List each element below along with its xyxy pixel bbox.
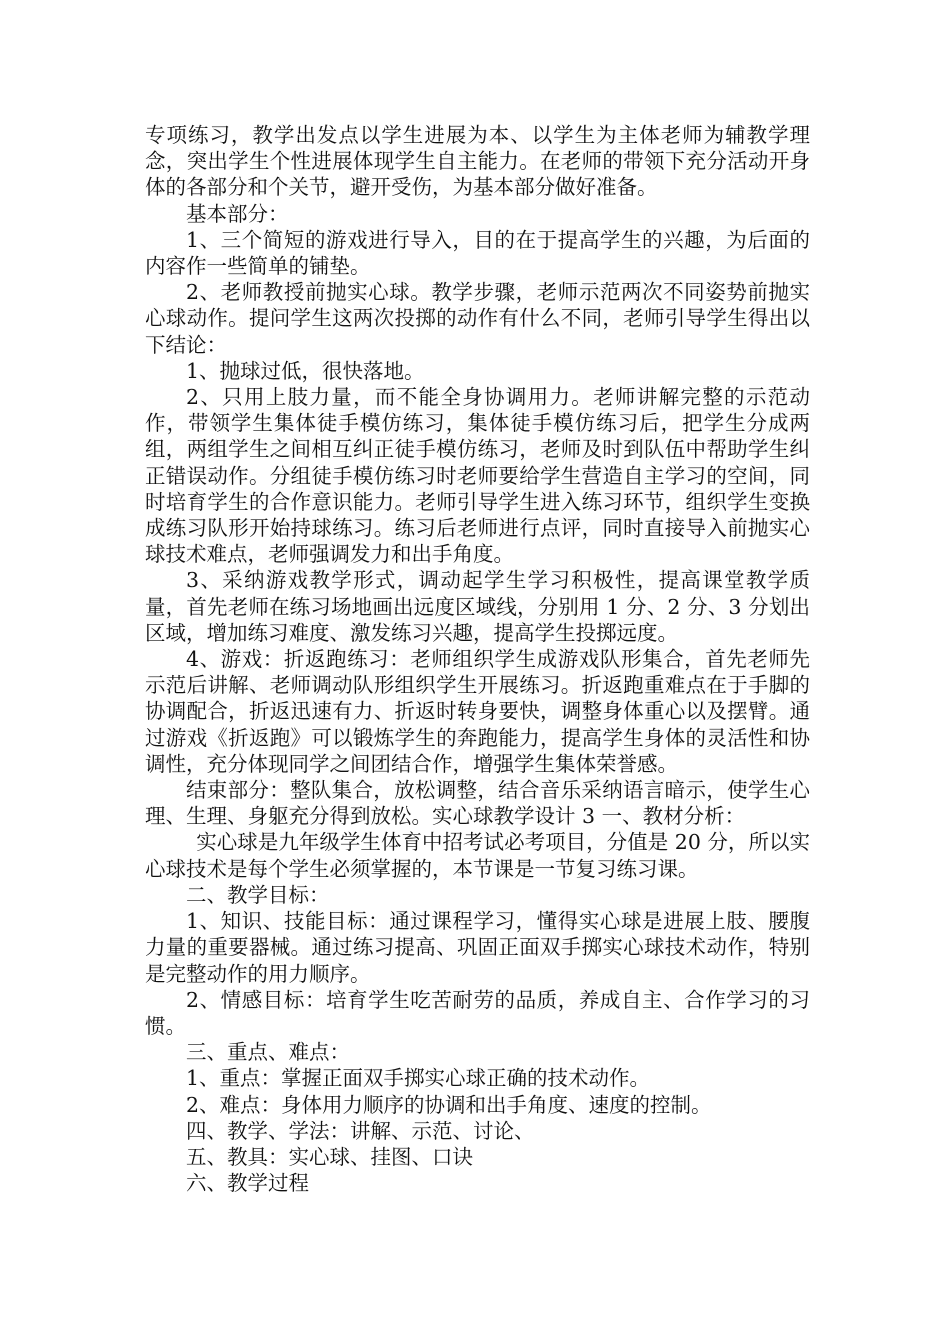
section-heading-methods: 四、教学、学法：讲解、示范、讨论、 [186, 1118, 535, 1143]
paragraph-warmup-continued: 专项练习，教学出发点以学生进展为本、以学生为主体老师为辅教学理念，突出学生个性进展体现学生自主能力。在老师的带领下充分活动开身体的各部分和个关节，避开受伤，为基本部分做好准备。 [145, 123, 810, 200]
paragraph-objective-emotion: 2、情感目标：培育学生吃苦耐劳的品质，养成自主、合作学习的习惯。 [145, 987, 810, 1038]
paragraph-key-point: 1、重点：掌握正面双手掷实心球正确的技术动作。 [186, 1066, 651, 1091]
paragraph-games-intro: 1、三个简短的游戏进行导入，目的在于提高学生的兴趣，为后面的内容作一些简单的铺垫。 [145, 227, 810, 279]
section-heading-objectives: 二、教学目标： [186, 882, 330, 907]
document-body [145, 122, 810, 1196]
section-heading-teaching-process: 六、教学过程 [186, 1171, 309, 1196]
paragraph-objective-knowledge: 1、知识、技能目标：通过课程学习，懂得实心球是进展上肢、腰腹力量的重要器械。通过练习提高、巩固正面双手掷实心球技术动作，特别是完整动作的用力顺序。 [145, 909, 810, 986]
paragraph-closing-part: 结束部分：整队集合，放松调整，结合音乐采纳语言暗示，使学生心理、生理、身躯充分得到放松。实心球教学设计 3 一、教材分析： [145, 778, 810, 829]
section-heading-basic-part: 基本部分： [186, 201, 289, 226]
paragraph-conclusion-1: 1、抛球过低，很快落地。 [186, 358, 425, 383]
paragraph-conclusion-2: 2、只用上肢力量，而不能全身协调用力。老师讲解完整的示范动作，带领学生集体徒手模仿练习，集体徒手模仿练习后，把学生分成两组，两组学生之间相互纠正徒手模仿练习，老师及时到队伍中帮助学生纠正错误动作。分组徒手模仿练习时老师要给学生营造自主学习的空间，同时培育学生的合作意识能力。老师引导学生进入练习环节，组织学生变换成练习队形开始持球练习。练习后老师进行点评，同时直接导入前抛实心球技术难点，老师强调发力和出手角度。 [145, 385, 810, 567]
paragraph-game-teaching: 3、采纳游戏教学形式，调动起学生学习积极性，提高课堂教学质量，首先老师在练习场地画出远度区域线，分别用 1 分、2 分、3 分划出区域，增加练习难度、激发练习兴趣，提高学生投掷远度。 [145, 568, 810, 645]
paragraph-difficulty: 2、难点：身体用力顺序的协调和出手角度、速度的控制。 [186, 1092, 712, 1117]
paragraph-shuttle-run: 4、游戏：折返跑练习：老师组织学生成游戏队形集合，首先老师先示范后讲解、老师调动队形组织学生开展练习。折返跑重难点在于手脚的协调配合，折返迅速有力、折返时转身要快，调整身体重心以及摆臂。通过游戏《折返跑》可以锻炼学生的奔跑能力，提高学生身体的灵活性和协调性，充分体现同学之间团结合作，增强学生集体荣誉感。 [145, 647, 810, 776]
section-heading-key-points: 三、重点、难点： [186, 1040, 350, 1065]
paragraph-teach-throw: 2、老师教授前抛实心球。教学步骤，老师示范两次不同姿势前抛实心球动作。提问学生这两次投掷的动作有什么不同，老师引导学生得出以下结论： [145, 280, 810, 357]
paragraph-material-analysis: 实心球是九年级学生体育中招考试必考项目，分值是 20 分，所以实心球技术是每个学生必须掌握的，本节课是一节复习练习课。 [145, 830, 810, 881]
section-heading-teaching-aids: 五、教具：实心球、挂图、口诀 [186, 1144, 473, 1169]
